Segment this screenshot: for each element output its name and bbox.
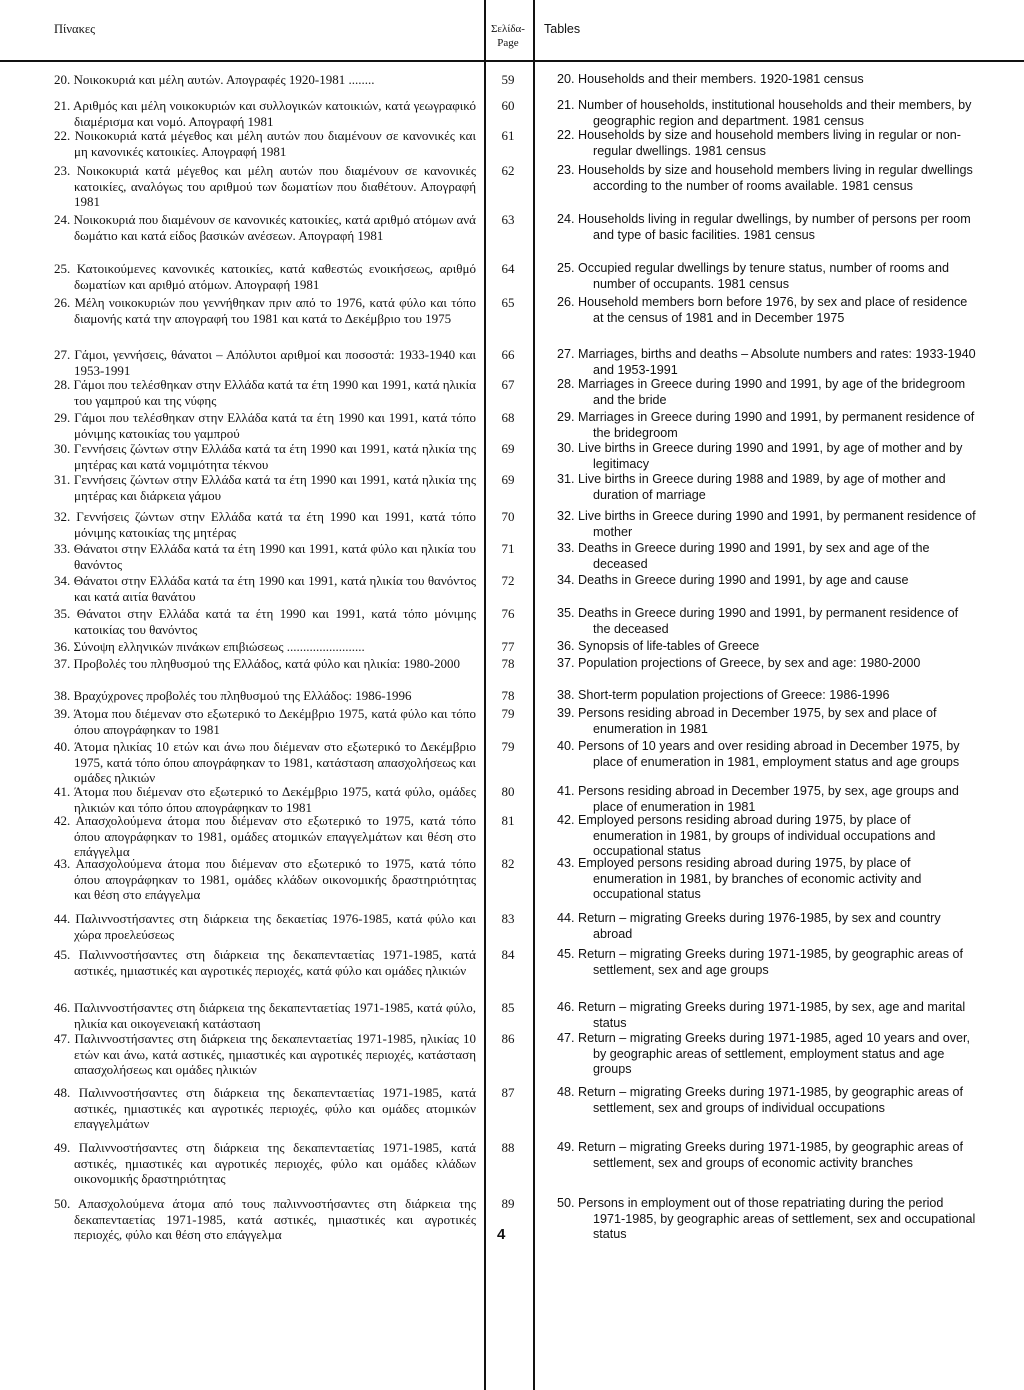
table-header: [0, 0, 1024, 62]
page-ref: 82: [501, 856, 515, 871]
greek-entry: 29. Γάμοι που τελέσθηκαν στην Ελλάδα κατά τα έτη 1990 και 1991, κατά τόπο μόνιμης κατοικίας του γαμπρού: [54, 410, 476, 441]
page-ref: 89: [501, 1196, 515, 1211]
page-ref: 67: [501, 377, 515, 392]
greek-entry: 42. Απασχολούμενα άτομα που διέμεναν στο εξωτερικό το 1975, κατά τόπο όπου απογράφηκαν το 1981, ομάδες ατομικών επαγγελμάτων και θέση στο επάγγελμα: [54, 813, 476, 860]
english-entry: 26. Household members born before 1976, by sex and place of residence at the census of 1981 and in December 1975: [557, 295, 968, 325]
page-ref: 84: [501, 947, 515, 962]
greek-entry: 45. Παλιννοστήσαντες στη διάρκεια της δεκαπενταετίας 1971-1985, κατά αστικές, ημιαστικές και αγροτικές περιοχές, κατά φύλο και ομάδες ηλικιών: [54, 947, 476, 978]
english-entry: 40. Persons of 10 years and over residing abroad in December 1975, by place of enumeration in 1981, employment status and age groups: [557, 739, 960, 769]
english-entry: 47. Return – migrating Greeks during 1971-1985, aged 10 years and over, by geographic areas of settlement, employment status and age groups: [557, 1031, 971, 1077]
page-ref: 83: [501, 911, 515, 926]
greek-entry: 22. Νοικοκυριά κατά μέγεθος και μέλη αυτών που διαμένουν σε κανονικές και μη κανονικές κατοικίες. Απογραφή 1981: [54, 128, 476, 159]
header-page-english: Page: [497, 37, 519, 49]
header-page-greek: Σελίδα-: [491, 23, 525, 35]
english-entry: 49. Return – migrating Greeks during 1971-1985, by geographic areas of settlement, sex and groups of economic activity branches: [557, 1140, 964, 1170]
greek-entry: 50. Απασχολούμενα άτομα από τους παλιννοστήσαντες στη διάρκεια της δεκαπενταετίας 1971-1985, κατά αστικές, ημιαστικές και αγροτικές περιοχές, φύλο και θέση στο επάγγελμα: [54, 1196, 476, 1243]
column-divider-right: [533, 0, 535, 1390]
english-entry: 34. Deaths in Greece during 1990 and 1991, by age and cause: [557, 573, 909, 587]
greek-entry: 37. Προβολές του πληθυσμού της Ελλάδος, κατά φύλο και ηλικία: 1980-2000: [54, 656, 461, 671]
greek-entry: 24. Νοικοκυριά που διαμένουν σε κανονικές κατοικίες, κατά αριθμό ατόμων ανά δωμάτιο και κατά είδος βασικών ανέσεων. Απογραφή 1981: [54, 212, 476, 243]
page-ref: 81: [501, 813, 515, 828]
english-entry: 27. Marriages, births and deaths – Absolute numbers and rates: 1933-1940 and 1953-1991: [557, 347, 976, 377]
header-greek-title: Πίνακες: [54, 22, 96, 36]
english-entry: 42. Employed persons residing abroad during 1975, by place of enumeration in 1981, by groups of individual occupations and occupational status: [557, 813, 936, 859]
greek-entry: 49. Παλιννοστήσαντες στη διάρκεια της δεκαπενταετίας 1971-1985, κατά αστικές, ημιαστικές και αγροτικές περιοχές, φύλο και ομάδες κλάδων οικονομικής δραστηριότητας: [54, 1140, 476, 1187]
page-ref: 62: [501, 163, 515, 178]
greek-entry: 28. Γάμοι που τελέσθηκαν στην Ελλάδα κατά τα έτη 1990 και 1991, κατά ηλικία του γαμπρού και της νύφης: [54, 377, 476, 408]
greek-entry: 30. Γεννήσεις ζώντων στην Ελλάδα κατά τα έτη 1990 και 1991, κατά ηλικία της μητέρας και κατά νομιμότητα τέκνου: [54, 441, 476, 472]
english-entry: 29. Marriages in Greece during 1990 and 1991, by permanent residence of the bridegroom: [557, 410, 975, 440]
greek-entry: 44. Παλιννοστήσαντες στη διάρκεια της δεκαετίας 1976-1985, κατά φύλο και χώρα προελεύσεως: [54, 911, 476, 942]
english-entry: 48. Return – migrating Greeks during 1971-1985, by geographic areas of settlement, sex and groups of individual occupations: [557, 1085, 964, 1115]
page-ref: 59: [501, 72, 515, 87]
page-ref: 79: [501, 706, 515, 721]
page-ref: 78: [501, 656, 515, 671]
page-ref: 69: [501, 441, 515, 456]
english-entry: 23. Households by size and household members living in regular dwellings according to the number of rooms available. 1981 census: [557, 163, 973, 193]
english-entry: 32. Live births in Greece during 1990 and 1991, by permanent residence of mother: [557, 509, 976, 539]
english-entry: 50. Persons in employment out of those repatriating during the period 1971-1985, by geographic areas of settlement, sex and occupational status: [557, 1196, 976, 1242]
page-ref: 61: [501, 128, 515, 143]
greek-entry: 36. Σύνοψη ελληνικών πινάκων επιβιώσεως ........................: [54, 639, 365, 654]
greek-entry: 21. Αριθμός και μέλη νοικοκυριών και συλλογικών κατοικιών, κατά γεωγραφικό διαμέρισμα και νομό. Απογραφή 1981: [54, 98, 476, 129]
greek-entry: 47. Παλιννοστήσαντες στη διάρκεια της δεκαπενταετίας 1971-1985, ηλικίας 10 ετών και άνω, κατά αστικές, ημιαστικές και αγροτικές περιοχές, κατάσταση απασχολήσεως και ομάδες ηλικιών: [54, 1031, 476, 1078]
english-entry: 24. Households living in regular dwellings, by number of persons per room and type of basic facilities. 1981 census: [557, 212, 971, 242]
page-ref: 79: [501, 739, 515, 754]
page-ref: 86: [501, 1031, 515, 1046]
page-ref: 60: [501, 98, 515, 113]
english-entry: 43. Employed persons residing abroad during 1975, by place of enumeration in 1981, by branches of economic activity and occupational status: [557, 856, 922, 902]
page-ref: 70: [501, 509, 515, 524]
greek-entry: 46. Παλιννοστήσαντες στη διάρκεια της δεκαπενταετίας 1971-1985, κατά φύλο, ηλικία και οικογενειακή κατάσταση: [54, 1000, 476, 1031]
page-ref: 69: [501, 472, 515, 487]
english-entry: 38. Short-term population projections of Greece: 1986-1996: [557, 688, 890, 702]
page-ref: 88: [501, 1140, 515, 1155]
greek-entry: 34. Θάνατοι στην Ελλάδα κατά τα έτη 1990 και 1991, κατά ηλικία του θανόντος και κατά αιτία θανάτου: [54, 573, 476, 604]
column-divider-left: [484, 0, 486, 1390]
greek-entry: 27. Γάμοι, γεννήσεις, θάνατοι – Απόλυτοι αριθμοί και ποσοστά: 1933-1940 και 1953-1991: [54, 347, 476, 378]
english-entry: 31. Live births in Greece during 1988 and 1989, by age of mother and duration of marriage: [557, 472, 946, 502]
page-ref: 66: [501, 347, 515, 362]
page-ref: 77: [501, 639, 515, 654]
english-entry: 37. Population projections of Greece, by sex and age: 1980-2000: [557, 656, 921, 670]
english-entry: 46. Return – migrating Greeks during 1971-1985, by sex, age and marital status: [557, 1000, 966, 1030]
greek-entry: 20. Νοικοκυριά και μέλη αυτών. Απογραφές 1920-1981 ........: [54, 72, 375, 87]
english-entry: 36. Synopsis of life-tables of Greece: [557, 639, 760, 653]
header-page-column: [490, 22, 526, 50]
greek-entry: 39. Άτομα που διέμεναν στο εξωτερικό το Δεκέμβριο 1975, κατά φύλο και τόπο όπου απογράφηκαν το 1981: [54, 706, 476, 737]
page-ref: 63: [501, 212, 515, 227]
greek-entry: 43. Απασχολούμενα άτομα που διέμεναν στο εξωτερικό το 1975, κατά τόπο όπου απογράφηκαν το 1981, ομάδες κλάδων οικονομικής δραστηριότητας και θέση στο επάγγελμα: [54, 856, 476, 903]
page-ref: 78: [501, 688, 515, 703]
english-entry: 39. Persons residing abroad in December 1975, by sex and place of enumeration in 1981: [557, 706, 937, 736]
english-entry: 22. Households by size and household members living in regular or non-regular dwellings. 1981 census: [557, 128, 961, 158]
page-ref: 64: [501, 261, 515, 276]
english-entry: 28. Marriages in Greece during 1990 and 1991, by age of the bridegroom and the bride: [557, 377, 966, 407]
greek-entry: 26. Μέλη νοικοκυριών που γεννήθηκαν πριν από το 1976, κατά φύλο και τόπο διαμονής κατά την απογραφή του 1981 και κατά το Δεκέμβριο του 1975: [54, 295, 476, 326]
greek-entry: 25. Κατοικούμενες κανονικές κατοικίες, κατά καθεστώς ενοικήσεως, αριθμό δωματίων και αριθμό ατόμων. Απογραφή 1981: [54, 261, 476, 292]
page-ref: 76: [501, 606, 515, 621]
greek-entry: 38. Βραχύχρονες προβολές του πληθυσμού της Ελλάδος: 1986-1996: [54, 688, 412, 703]
english-entry: 30. Live births in Greece during 1990 and 1991, by age of mother and by legitimacy: [557, 441, 963, 471]
page-ref: 68: [501, 410, 515, 425]
greek-entry: 48. Παλιννοστήσαντες στη διάρκεια της δεκαπενταετίας 1971-1985, κατά αστικές, ημιαστικές και αγροτικές περιοχές, φύλο και ομάδες ατομικών επαγγελμάτων: [54, 1085, 476, 1132]
english-entry: 20. Households and their members. 1920-1981 census: [557, 72, 864, 86]
english-entry: 44. Return – migrating Greeks during 1976-1985, by sex and country abroad: [557, 911, 941, 941]
english-entry: 33. Deaths in Greece during 1990 and 1991, by sex and age of the deceased: [557, 541, 930, 571]
greek-entry: 31. Γεννήσεις ζώντων στην Ελλάδα κατά τα έτη 1990 και 1991, κατά ηλικία της μητέρας και διάρκεια γάμου: [54, 472, 476, 503]
english-entry: 41. Persons residing abroad in December 1975, by sex, age groups and place of enumeration in 1981: [557, 784, 959, 814]
greek-entry: 41. Άτομα που διέμεναν στο εξωτερικό το Δεκέμβριο 1975, κατά φύλο, ομάδες ηλικιών και τόπο όπου απογράφηκαν το 1981: [54, 784, 476, 815]
page-ref: 85: [501, 1000, 515, 1015]
greek-entry: 33. Θάνατοι στην Ελλάδα κατά τα έτη 1990 και 1991, κατά φύλο και ηλικία του θανόντος: [54, 541, 476, 572]
page-ref: 72: [501, 573, 515, 588]
page-number: 4: [497, 1226, 506, 1243]
page-ref: 71: [501, 541, 515, 556]
page-ref: 87: [501, 1085, 515, 1100]
greek-entry: 40. Άτομα ηλικίας 10 ετών και άνω που διέμεναν στο εξωτερικό το Δεκέμβριο 1975, κατά τόπο όπου απογράφηκαν το 1981, κατάσταση απασχολήσεως και ομάδες ηλικιών: [54, 739, 476, 786]
header-english-title: Tables: [544, 22, 581, 36]
english-entry: 25. Occupied regular dwellings by tenure status, number of rooms and number of occupants. 1981 census: [557, 261, 950, 291]
page-ref: 80: [501, 784, 515, 799]
english-entry: 45. Return – migrating Greeks during 1971-1985, by geographic areas of settlement, sex and age groups: [557, 947, 964, 977]
page-ref: 65: [501, 295, 515, 310]
english-entry: 21. Number of households, institutional households and their members, by geographic region and department. 1981 census: [557, 98, 972, 128]
greek-entry: 32. Γεννήσεις ζώντων στην Ελλάδα κατά τα έτη 1990 και 1991, κατά τόπο μόνιμης κατοικίας της μητέρας: [54, 509, 476, 540]
greek-entry: 23. Νοικοκυριά κατά μέγεθος και μέλη αυτών που διαμένουν σε κανονικές κατοικίες, αναλόγως του αριθμού των δωματίων που διαθέτουν. Απογραφή 1981: [54, 163, 476, 210]
english-entry: 35. Deaths in Greece during 1990 and 1991, by permanent residence of the deceased: [557, 606, 959, 636]
greek-entry: 35. Θάνατοι στην Ελλάδα κατά τα έτη 1990 και 1991, κατά τόπο μόνιμης κατοικίας του θανόντος: [54, 606, 476, 637]
